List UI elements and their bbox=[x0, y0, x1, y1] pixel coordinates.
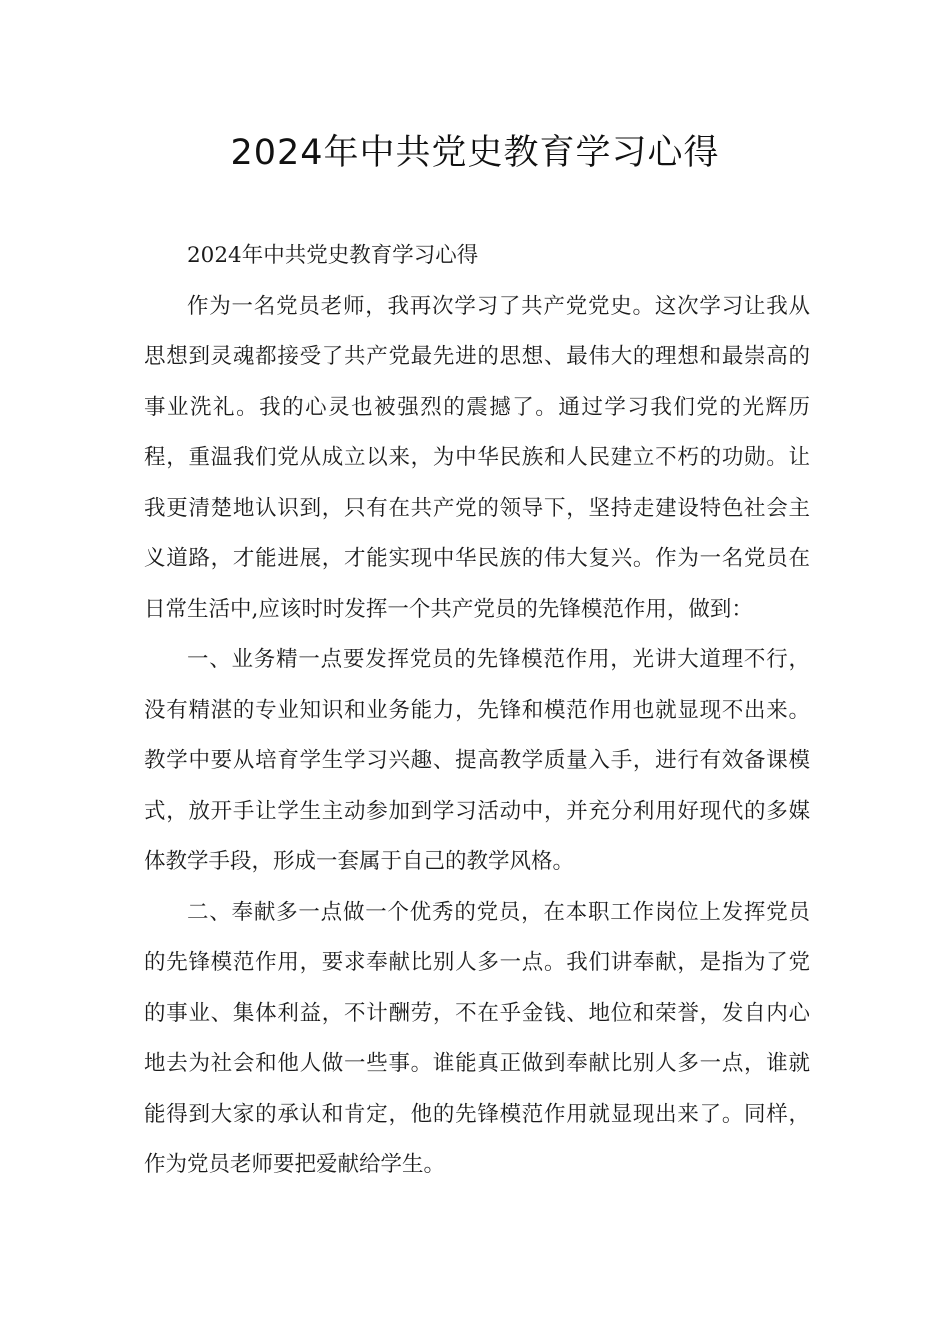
paragraph-intro: 作为一名党员老师，我再次学习了共产党党史。这次学习让我从思想到灵魂都接受了共产党最先进的思想、最伟大的理想和最崇高的事业洗礼。我的心灵也被强烈的震撼了。通过学习我们党的光辉历程，重温我们党从成立以来，为中华民族和人民建立不朽的功勋。让我更清楚地认识到，只有在共产党的领导下，坚持走建设特色社会主义道路，才能进展，才能实现中华民族的伟大复兴。作为一名党员在日常生活中,应该时时发挥一个共产党员的先锋模范作用，做到： bbox=[144, 293, 810, 622]
document-title: 2024年中共党史教育学习心得 bbox=[230, 133, 720, 173]
paragraph-point-one: 一、业务精一点要发挥党员的先锋模范作用，光讲大道理不行，没有精湛的专业知识和业务能力，先锋和模范作用也就显现不出来。教学中要从培育学生学习兴趣、提高教学质量入手，进行有效备课模式，放开手让学生主动参加到学习活动中，并充分利用好现代的多媒体教学手段，形成一套属于自己的教学风格。 bbox=[144, 647, 810, 874]
paragraph-point-two: 二、奉献多一点做一个优秀的党员，在本职工作岗位上发挥党员的先锋模范作用，要求奉献比别人多一点。我们讲奉献，是指为了党的事业、集体利益，不计酬劳，不在乎金钱、地位和荣誉，发自内心地去为社会和他人做一些事。谁能真正做到奉献比别人多一点，谁就能得到大家的承认和肯定，他的先锋模范作用就显现出来了。同样，作为党员老师要把爱献给学生。 bbox=[144, 899, 810, 1177]
paragraph-subtitle: 2024年中共党史教育学习心得 bbox=[187, 243, 479, 268]
document-body bbox=[144, 231, 810, 1191]
